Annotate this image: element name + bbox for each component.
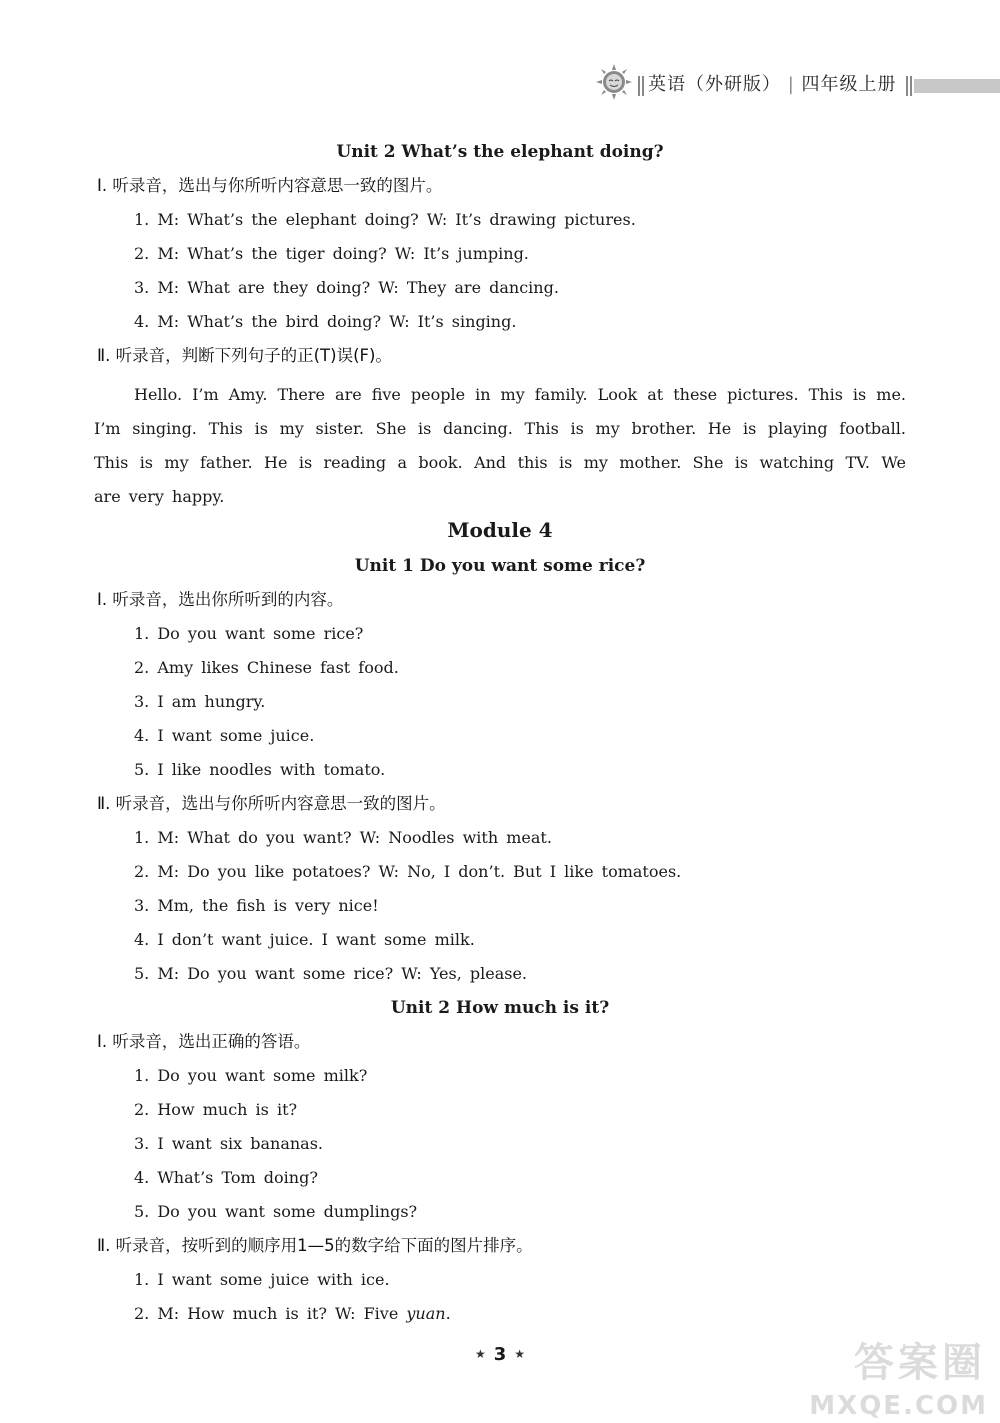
section-title: Ⅱ. 听录音，选出与你所听内容意思一致的图片。 [97,794,446,813]
section-title: Ⅱ. 听录音，判断下列句子的正(T)误(F)。 [97,346,392,365]
list-item: 1. Do you want some rice? [134,624,364,643]
star-icon: ★ [474,1347,486,1361]
header-divider [906,76,912,96]
sun-logo-icon [596,64,632,100]
section-title: Ⅰ. 听录音，选出你所听到的内容。 [97,590,344,609]
list-item: 4. I don’t want juice. I want some milk. [134,930,475,949]
list-item: 1. Do you want some milk? [134,1066,368,1085]
module-title: Module 4 [447,518,553,542]
passage-line: are very happy. [94,487,225,506]
watermark-logo-text: 答案圈 [854,1340,986,1386]
list-item: 5. Do you want some dumplings? [134,1202,418,1221]
star-icon: ★ [514,1347,526,1361]
watermark [766,1331,996,1421]
list-item: 1. M: What do you want? W: Noodles with meat. [134,828,552,847]
list-item: 5. I like noodles with tomato. [134,760,386,779]
list-item: 2. M: What’s the tiger doing? W: It’s jumping. [134,244,529,263]
unit-title: Unit 1 Do you want some rice? [354,556,646,576]
section-title: Ⅱ. 听录音，按听到的顺序用1—5的数字给下面的图片排序。 [97,1236,533,1255]
list-item: 2. M: Do you like potatoes? W: No, I don’t. But I like tomatoes. [134,862,682,881]
header-divider [638,76,644,96]
list-item: 3. I am hungry. [134,692,266,711]
section-title: Ⅰ. 听录音，选出正确的答语。 [97,1032,311,1051]
passage-line: Hello. I’m Amy. There are five people in my family. Look at these pictures. This is me. [134,385,906,404]
passage-line: I’m singing. This is my sister. She is dancing. This is my brother. He is playing football. [94,419,906,438]
list-item: 4. What’s Tom doing? [134,1168,318,1187]
grade-label: 四年级上册 [801,74,897,95]
list-item: 3. Mm, the fish is very nice! [134,896,379,915]
watermark-url-text: MXQE.COM [809,1391,988,1421]
list-item: 4. M: What’s the bird doing? W: It’s singing. [134,312,517,331]
passage-line: This is my father. He is reading a book. And this is my mother. She is watching TV. We [94,453,906,472]
list-item: 4. I want some juice. [134,726,315,745]
header-title: 英语（外研版） | 四年级上册 [648,74,897,95]
unit-title: Unit 2 What’s the elephant doing? [336,142,664,162]
item-italic-text: yuan [406,1304,446,1323]
list-item: 1. M: What’s the elephant doing? W: It’s drawing pictures. [134,210,636,229]
unit-title: Unit 2 How much is it? [390,998,610,1018]
list-item: 2. Amy likes Chinese fast food. [134,658,399,677]
section-title: Ⅰ. 听录音，选出与你所听内容意思一致的图片。 [97,176,443,195]
list-item: 5. M: Do you want some rice? W: Yes, please. [134,964,527,983]
page-number: 3 [493,1344,507,1365]
list-item: 2. How much is it? [134,1100,298,1119]
item-text: 2. M: How much is it? W: Five [134,1304,407,1323]
list-item: 3. M: What are they doing? W: They are dancing. [134,278,559,297]
header-band [914,79,1000,93]
list-item: 1. I want some juice with ice. [134,1270,390,1289]
page-content [0,140,1000,1336]
subject-label: 英语（外研版） [648,74,781,95]
page-header [596,62,1000,108]
item-text: . [445,1304,451,1323]
list-item: 3. I want six bananas. [134,1134,324,1153]
